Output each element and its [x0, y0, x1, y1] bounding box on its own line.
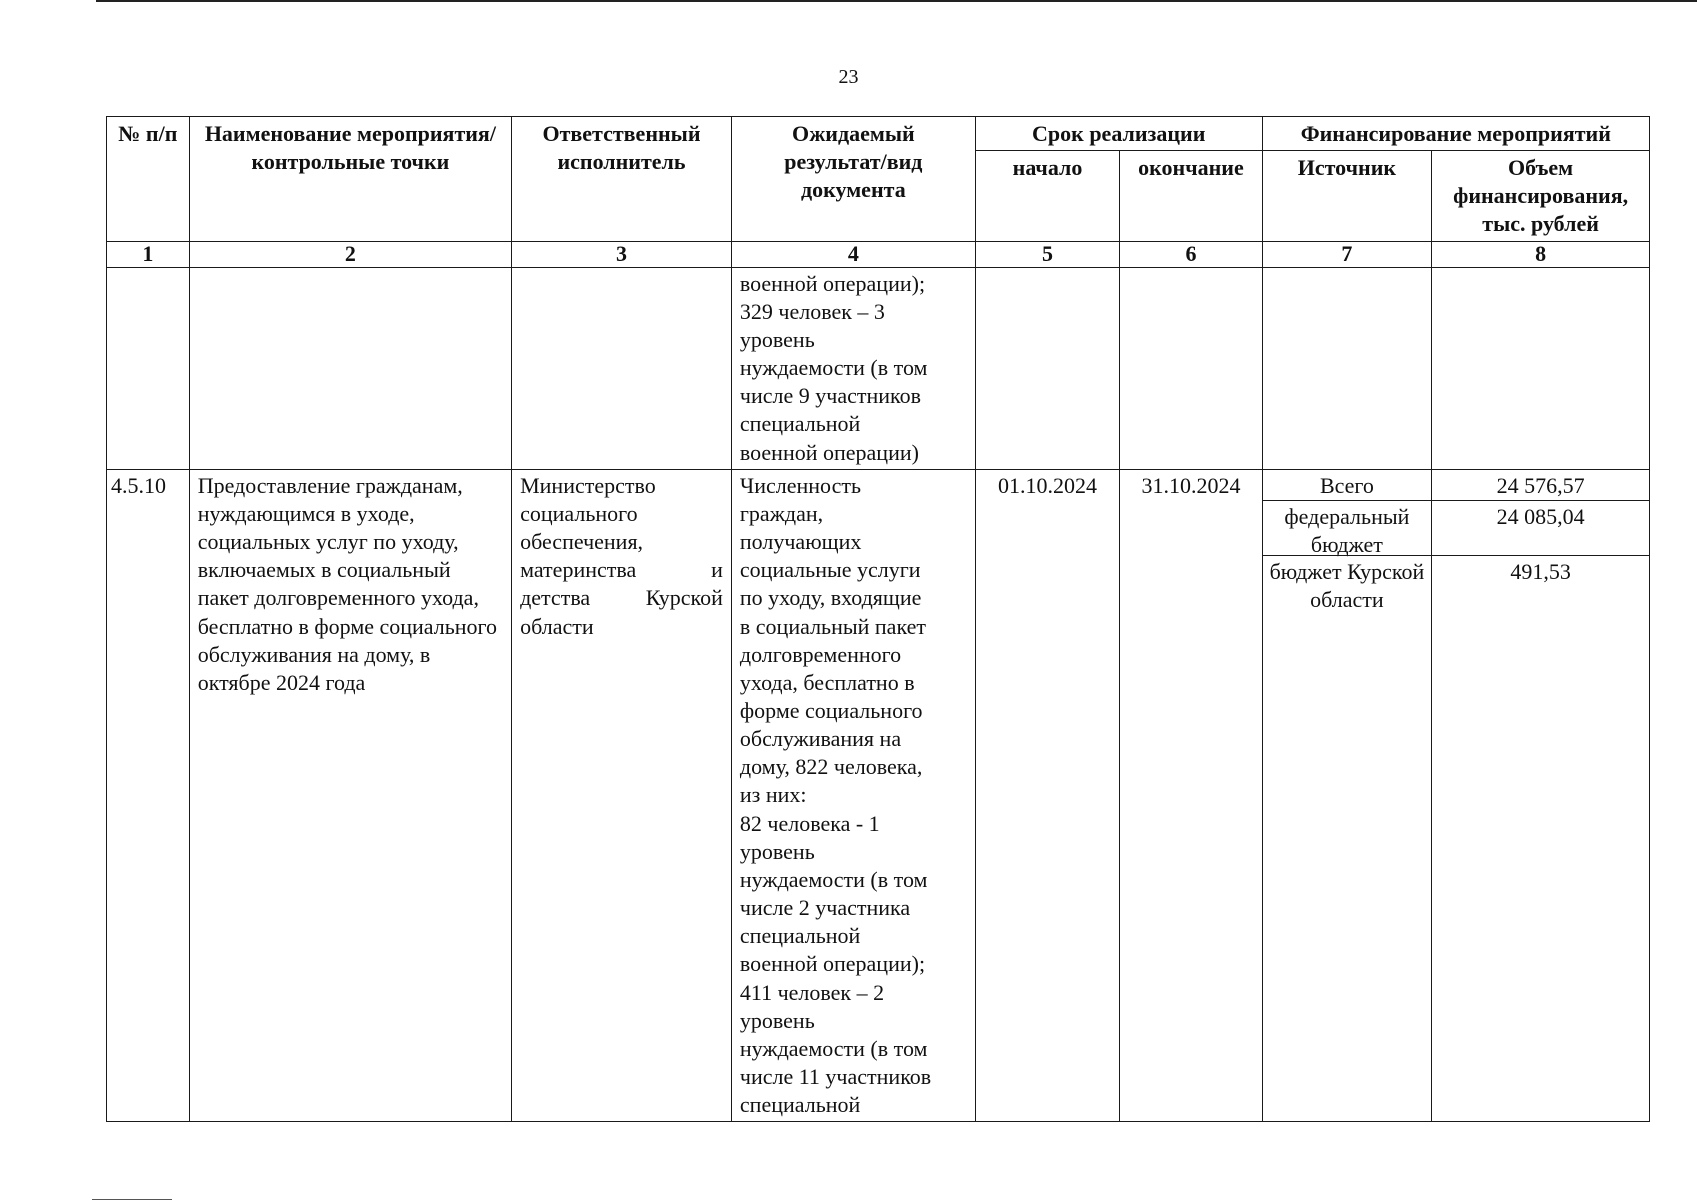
source-regional: бюджет Курской области: [1269, 558, 1425, 612]
cell-executor: Министерство социального обеспечения, материнства и детства Курской области: [512, 469, 732, 1122]
header-result: Ожидаемый результат/вид документа: [731, 117, 975, 242]
header-financing: Финансирование мероприятий: [1262, 117, 1649, 151]
column-number: 5: [975, 241, 1119, 267]
cell-amounts: [1432, 469, 1650, 1122]
header-source: Источник: [1262, 151, 1432, 241]
cell-empty: [975, 267, 1119, 469]
column-number: 6: [1120, 241, 1262, 267]
table-header: [107, 117, 1650, 268]
cell-result-continuation: военной операции); 329 человек – 3 уровень нуждаемости (в том числе 9 участников специальной военной операции): [731, 267, 975, 469]
cell-result: Численность граждан, получающих социальные услуги по уходу, входящие в социальный пакет долговременного ухода, бесплатно в форме социального обслуживания на дому, 822 человека, из них: 82 человека - 1 уровень нуждаемости (в том числе 2 участника специальной военной операции); 411 человек – 2 уровень нуждаемости (в том числе 11 участников специальной: [731, 469, 975, 1122]
header-executor: Ответственный исполнитель: [512, 117, 732, 242]
cell-sources: [1262, 469, 1432, 1122]
table-row-continuation: [107, 267, 1650, 469]
source-federal: федеральный бюджет: [1263, 501, 1432, 556]
activities-table: [106, 116, 1650, 1122]
cell-empty: [512, 267, 732, 469]
cell-name: Предоставление гражданам, нуждающимся в уходе, социальных услуг по уходу, включаемых в социальный пакет долговременного ухода, бесплатно в форме социального обслуживания на дому, в октябре 2024 года: [189, 469, 511, 1122]
header-name: Наименование мероприятия/контрольные точки: [189, 117, 511, 242]
cell-empty: [1432, 267, 1650, 469]
column-number: 8: [1432, 241, 1650, 267]
scan-top-border: [96, 0, 1697, 2]
column-number: 7: [1262, 241, 1432, 267]
cell-num: 4.5.10: [107, 469, 190, 1122]
cell-empty: [1262, 267, 1432, 469]
amount-federal: 24 085,04: [1432, 501, 1649, 556]
source-total: Всего: [1263, 470, 1432, 501]
cell-empty: [1120, 267, 1262, 469]
header-period: Срок реализации: [975, 117, 1262, 151]
column-number: 3: [512, 241, 732, 267]
column-number: 2: [189, 241, 511, 267]
column-number: 1: [107, 241, 190, 267]
amount-regional: 491,53: [1510, 558, 1571, 584]
header-start: начало: [975, 151, 1119, 241]
amount-total: 24 576,57: [1432, 470, 1649, 501]
header-num: № п/п: [107, 117, 190, 242]
cell-empty: [107, 267, 190, 469]
cell-start-date: 01.10.2024: [975, 469, 1119, 1122]
column-number: 4: [731, 241, 975, 267]
cell-empty: [189, 267, 511, 469]
table-row-4-5-10: [107, 469, 1650, 1122]
cell-end-date: 31.10.2024: [1120, 469, 1262, 1122]
header-volume: Объем финансирования, тыс. рублей: [1432, 151, 1650, 241]
page-number: 23: [838, 66, 859, 88]
column-numbers-row: [107, 241, 1650, 267]
header-end: окончание: [1120, 151, 1262, 241]
